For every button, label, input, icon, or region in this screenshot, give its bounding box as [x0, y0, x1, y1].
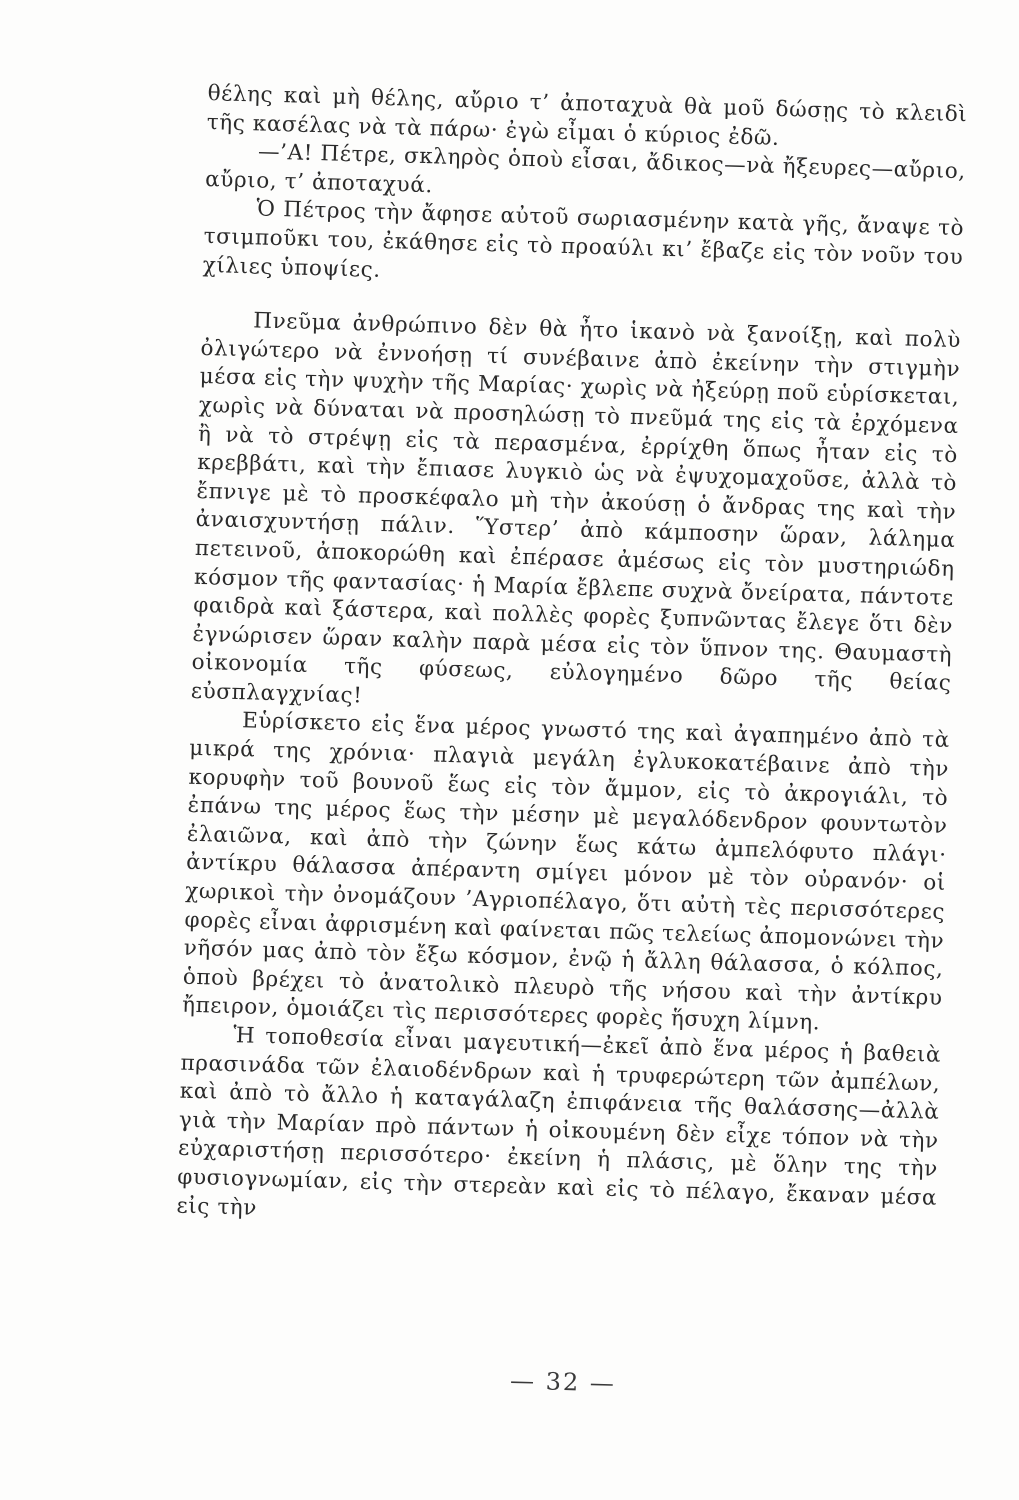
- paragraph-landscape: Ἡ τοποθεσία εἶναι μαγευτική—ἐκεῖ ἀπὸ ἕνα μέρος ἡ βαθειὰ πρασινάδα τῶν ἐλαιοδένδρων καὶ ἡ τρυφερώτερη τῶν ἀμπέλων, καὶ ἀπὸ τὸ ἄλλο ἡ καταγάλαζη ἐπιφάνεια τῆς θαλάσσης—ἀλλὰ γιὰ τὴν Μαρίαν πρὸ πάντων ἡ οἰκουμένη δὲν εἶχε τόπον νὰ τὴν εὐχαριστήσῃ περισσότερο· ἐκείνη ἡ πλάσις, μὲ ὅλην της τὴν φυσιογνωμίαν, εἰς τὴν στερεὰν καὶ εἰς τὸ πέλαγο, ἔκαναν μέσα εἰς τὴν: [176, 1023, 942, 1221]
- paragraph-dialogue: —’Α! Πέτρε, σκληρὸς ὁποὺ εἶσαι, ἄδικος—νὰ ἤξευρες—αὔριο, αὔριο, τ’ ἀποταχυά.: [204, 139, 967, 199]
- body-text: [176, 80, 968, 1242]
- paragraph-petros: Ὁ Πέτρος τὴν ἄφησε αὐτοῦ σωριασμένην κατὰ γῆς, ἄναψε τὸ τσιμποῦκι του, ἐκάθησε εἰς τὸ προαύλι κι’ ἔβαζε εἰς τὸν νοῦν του χίλιες ὑποψίες.: [202, 196, 965, 283]
- paragraph-spirit: Πνεῦμα ἀνθρώπινο δὲν θὰ ἦτο ἱκανὸ νὰ ξανοίξῃ, καὶ πολὺ ὀλιγώτερο νὰ ἐννοήσῃ τί συνέβαινε ἀπὸ ἐκείνην τὴν στιγμὴν μέσα εἰς τὴν ψυχὴν τῆς Μαρίας· χωρὶς νὰ ἠξεύρῃ ποῦ εὑρίσκεται, χωρὶς νὰ δύναται νὰ προσηλώσῃ τὸ πνεῦμά της εἰς τὰ ἐρχόμενα ἢ νὰ τὸ στρέψῃ εἰς τὰ περασμένα, ἐρρίχθη ὅπως ἦταν εἰς τὸ κρεββάτι, καὶ τὴν ἔπιασε λυγκιὸ ὡς νὰ ἐψυχομαχοῦσε, ἀλλὰ τὸ ἔπνιγε μὲ τὸ προσκέφαλο μὴ τὴν ἀκούσῃ ὁ ἄνδρας της καὶ τὴν ἀναισχυντήσῃ πάλιν. Ὕστερ’ ἀπὸ κάμποσην ὥραν, λάλημα πετεινοῦ, ἀποκορώθη καὶ ἐπέρασε ἀμέσως εἰς τὸν μυστηριώδη κόσμον τῆς φαντασίας· ἡ Μαρία ἔβλεπε συχνὰ ὄνείρατα, πάντοτε φαιδρὰ καὶ ξάστερα, καὶ πολλὲς φορὲς ξυπνῶντας ἔλεγε ὅτι δὲν ἐγνώρισεν ὥραν καλὴν παρὰ μέσα εἰς τὸν ὕπνον της. Θαυμαστὴ οἰκονομία τῆς φύσεως, εὐλογημένο δῶρο τῆς θείας εὐσπλαγχνίας!: [190, 308, 962, 709]
- page-number: — 32 —: [509, 1366, 617, 1398]
- paragraph-place: Εὑρίσκετο εἰς ἕνα μέρος γνωστό της καὶ ἀγαπημένο ἀπὸ τὰ μικρά της χρόνια· πλαγιὰ μεγάλη ἐγλυκοκατέβαινε ἀπὸ τὴν κορυφὴν τοῦ βουνοῦ ἕως εἰς τὸν ἄμμον, εἰς τὸ ἀκρογιάλι, τὸ ἐπάνω της μέρος ἕως τὴν μέσην μὲ μεγαλόδενδρον φουντωτὸν ἐλαιῶνα, καὶ ἀπὸ τὴν ζώνην ἕως κάτω ἀμπελόφυτο πλάγι· ἀντίκρυ θάλασσα ἀπέραντη σμίγει μόνον μὲ τὸν οὐρανόν· οἱ χωρικοὶ τὴν ὀνομάζουν ’Αγριοπέλαγο, ὅτι αὐτὴ τὲς περισσότερες φορὲς εἶναι ἀφρισμένη καὶ φαίνεται πῶς τελείως ἀπομονώνει τὴν νῆσόν μας ἀπὸ τὸν ἔξω κόσμον, ἐνῷ ἡ ἄλλη θάλασσα, ὁ κόλπος, ὁποὺ βρέχει τὸ ἀνατολικὸ πλευρὸ τῆς νήσου καὶ τὴν ἀντίκρυ ἤπειρον, ὁμοιάζει τὶς περισσότερες φορὲς ἥσυχη λίμνη.: [181, 708, 951, 1036]
- paragraph-continued: θέλης καὶ μὴ θέλης, αὔριο τ’ ἀποταχυὰ θὰ μοῦ δώσῃς τὸ κλειδὶ τῆς κασέλας νὰ τὰ πάρω· ἐγὼ εἶμαι ὁ κύριος ἐδῶ.: [206, 80, 968, 151]
